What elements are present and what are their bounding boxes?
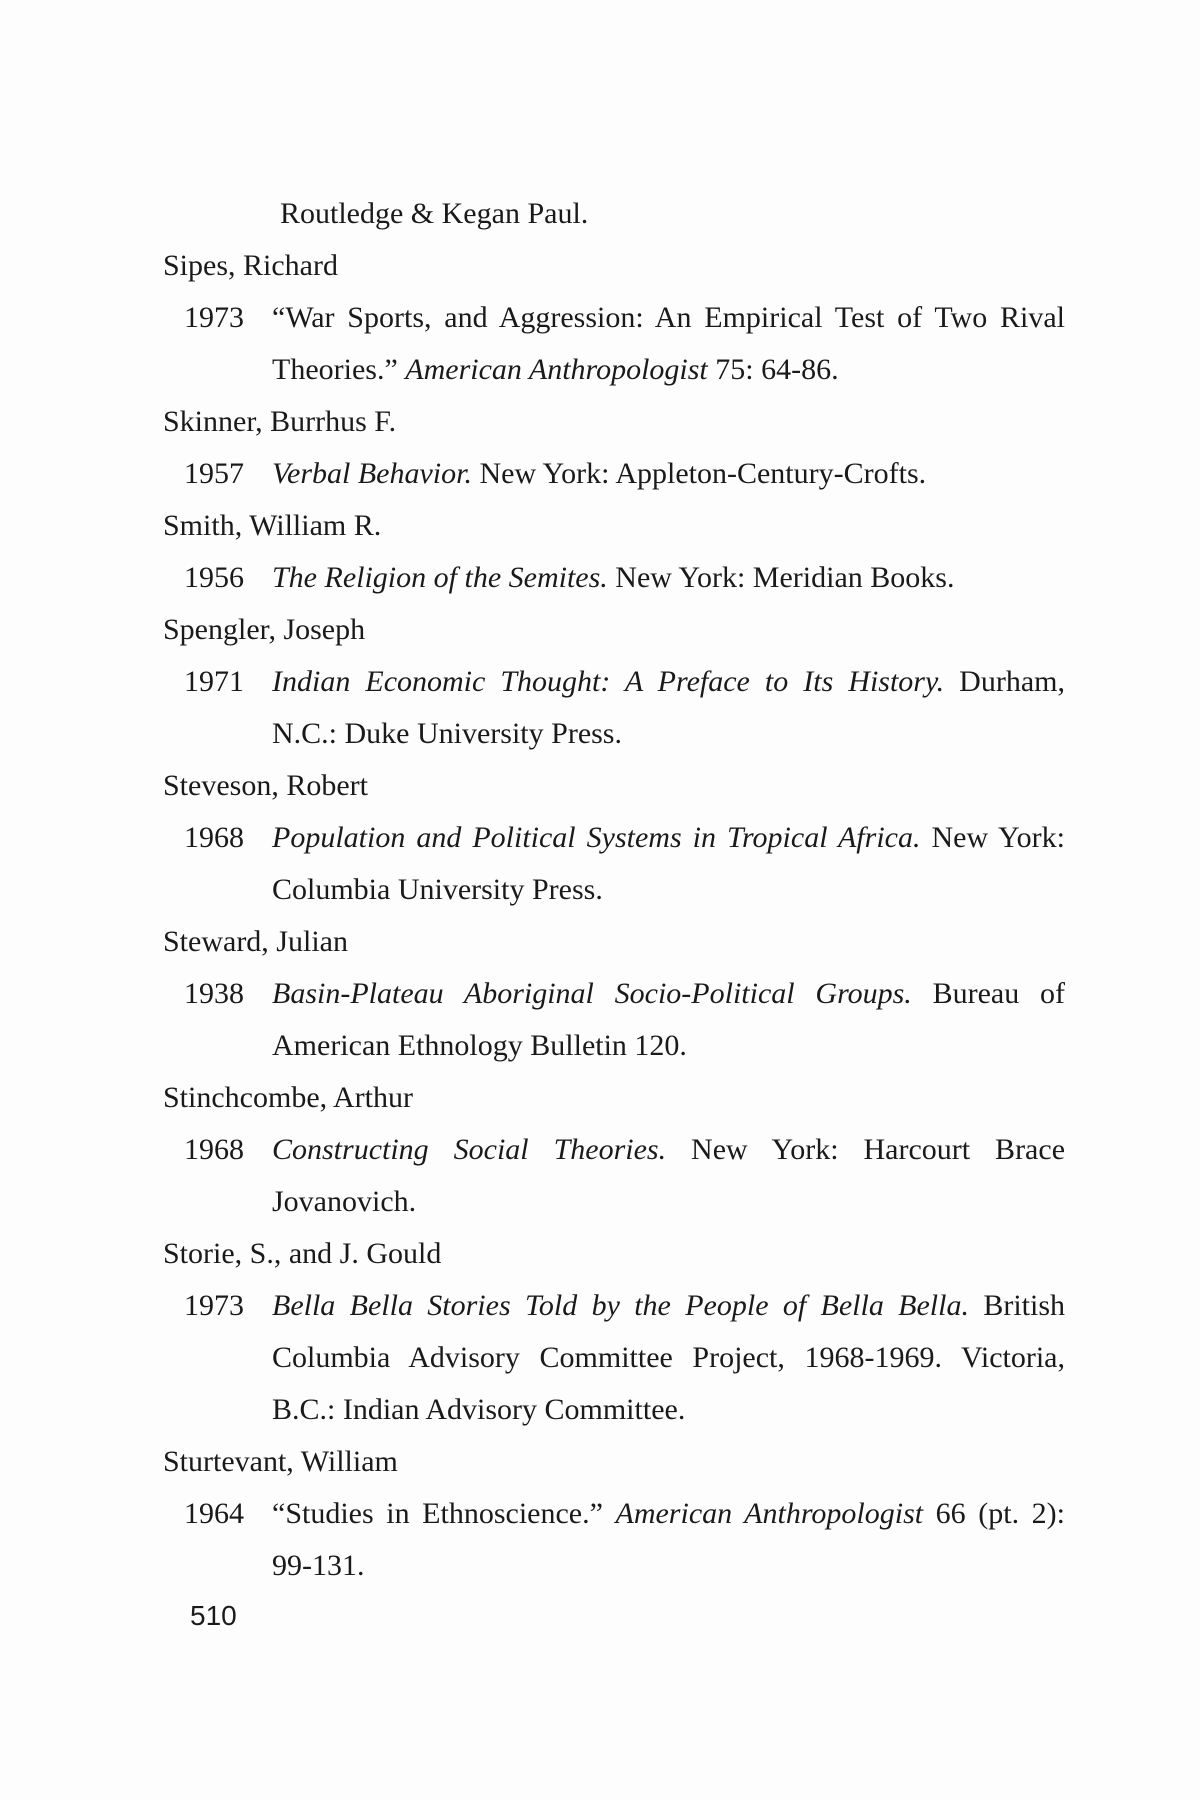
reference-2 [163,500,1065,604]
ref-title: Basin-Plateau Aboriginal Socio-Political Groups. [272,977,912,1010]
ref-entry [163,448,1065,500]
ref-author: Smith, William R. [163,509,382,542]
reference-7 [163,1228,1065,1436]
ref-entry [163,1124,1065,1228]
ref-title: Bella Bella Stories Told by the People of Bella Bella. [272,1289,969,1322]
ref-author: Stinchcombe, Arthur [163,1081,413,1114]
ref-entry [163,1488,1065,1592]
continued-entry: Routledge & Kegan Paul. [280,197,589,230]
ref-entry [163,812,1065,916]
ref-author: Spengler, Joseph [163,613,366,646]
ref-year: 1957 [184,457,244,490]
ref-title: The Religion of the Semites. [272,561,608,594]
ref-details: British Columbia Advisory Committee Project, 1968-1969. Victoria, B.C.: Indian Advisory Committee. [272,1289,1066,1426]
ref-author: Sturtevant, William [163,1445,398,1478]
ref-year: 1971 [184,665,244,698]
reference-3 [163,604,1065,760]
reference-4 [163,760,1065,916]
ref-entry [163,968,1065,1072]
ref-details: 75: 64-86. [707,353,839,386]
references-list [163,188,1065,1592]
ref-title: Verbal Behavior. [272,457,472,490]
ref-year: 1938 [184,977,244,1010]
ref-details: 66 (pt. 2): 99-131. [272,1497,1065,1582]
ref-author: Storie, S., and J. Gould [163,1237,442,1270]
ref-title: American Anthropologist [405,353,708,386]
ref-text: “War Sports, and Aggression: An Empirical Test of Two Rival Theories.” [272,301,1065,386]
ref-year: 1956 [184,561,244,594]
ref-title: Population and Political Systems in Tropical Africa. [272,821,921,854]
ref-author: Steveson, Robert [163,769,368,802]
ref-title: Indian Economic Thought: A Preface to Its History. [272,665,945,698]
ref-entry [163,292,1065,396]
ref-details: New York: Columbia University Press. [272,821,1065,906]
ref-details: Durham, N.C.: Duke University Press. [272,665,1065,750]
reference-8 [163,1436,1065,1592]
ref-entry [163,1280,1065,1436]
ref-entry [163,656,1065,760]
ref-details: New York: Harcourt Brace Jovanovich. [272,1133,1066,1218]
ref-year: 1964 [184,1497,244,1530]
ref-year: 1968 [184,1133,244,1166]
reference-1 [163,396,1065,500]
ref-title: American Anthropologist [615,1497,924,1530]
ref-entry [163,552,1065,604]
ref-details: New York: Appleton-Century-Crofts. [471,457,927,490]
page-number: 510 [190,1600,237,1631]
ref-year: 1968 [184,821,244,854]
ref-year: 1973 [184,301,244,334]
ref-year: 1973 [184,1289,244,1322]
reference-0 [163,240,1065,396]
ref-author: Skinner, Burrhus F. [163,405,397,438]
ref-details: Bureau of American Ethnology Bulletin 120. [272,977,1065,1062]
ref-author: Sipes, Richard [163,249,338,282]
ref-text: “Studies in Ethnoscience.” [272,1497,616,1530]
ref-author: Steward, Julian [163,925,348,958]
ref-details: New York: Meridian Books. [607,561,955,594]
reference-5 [163,916,1065,1072]
reference-6 [163,1072,1065,1228]
ref-title: Constructing Social Theories. [272,1133,667,1166]
